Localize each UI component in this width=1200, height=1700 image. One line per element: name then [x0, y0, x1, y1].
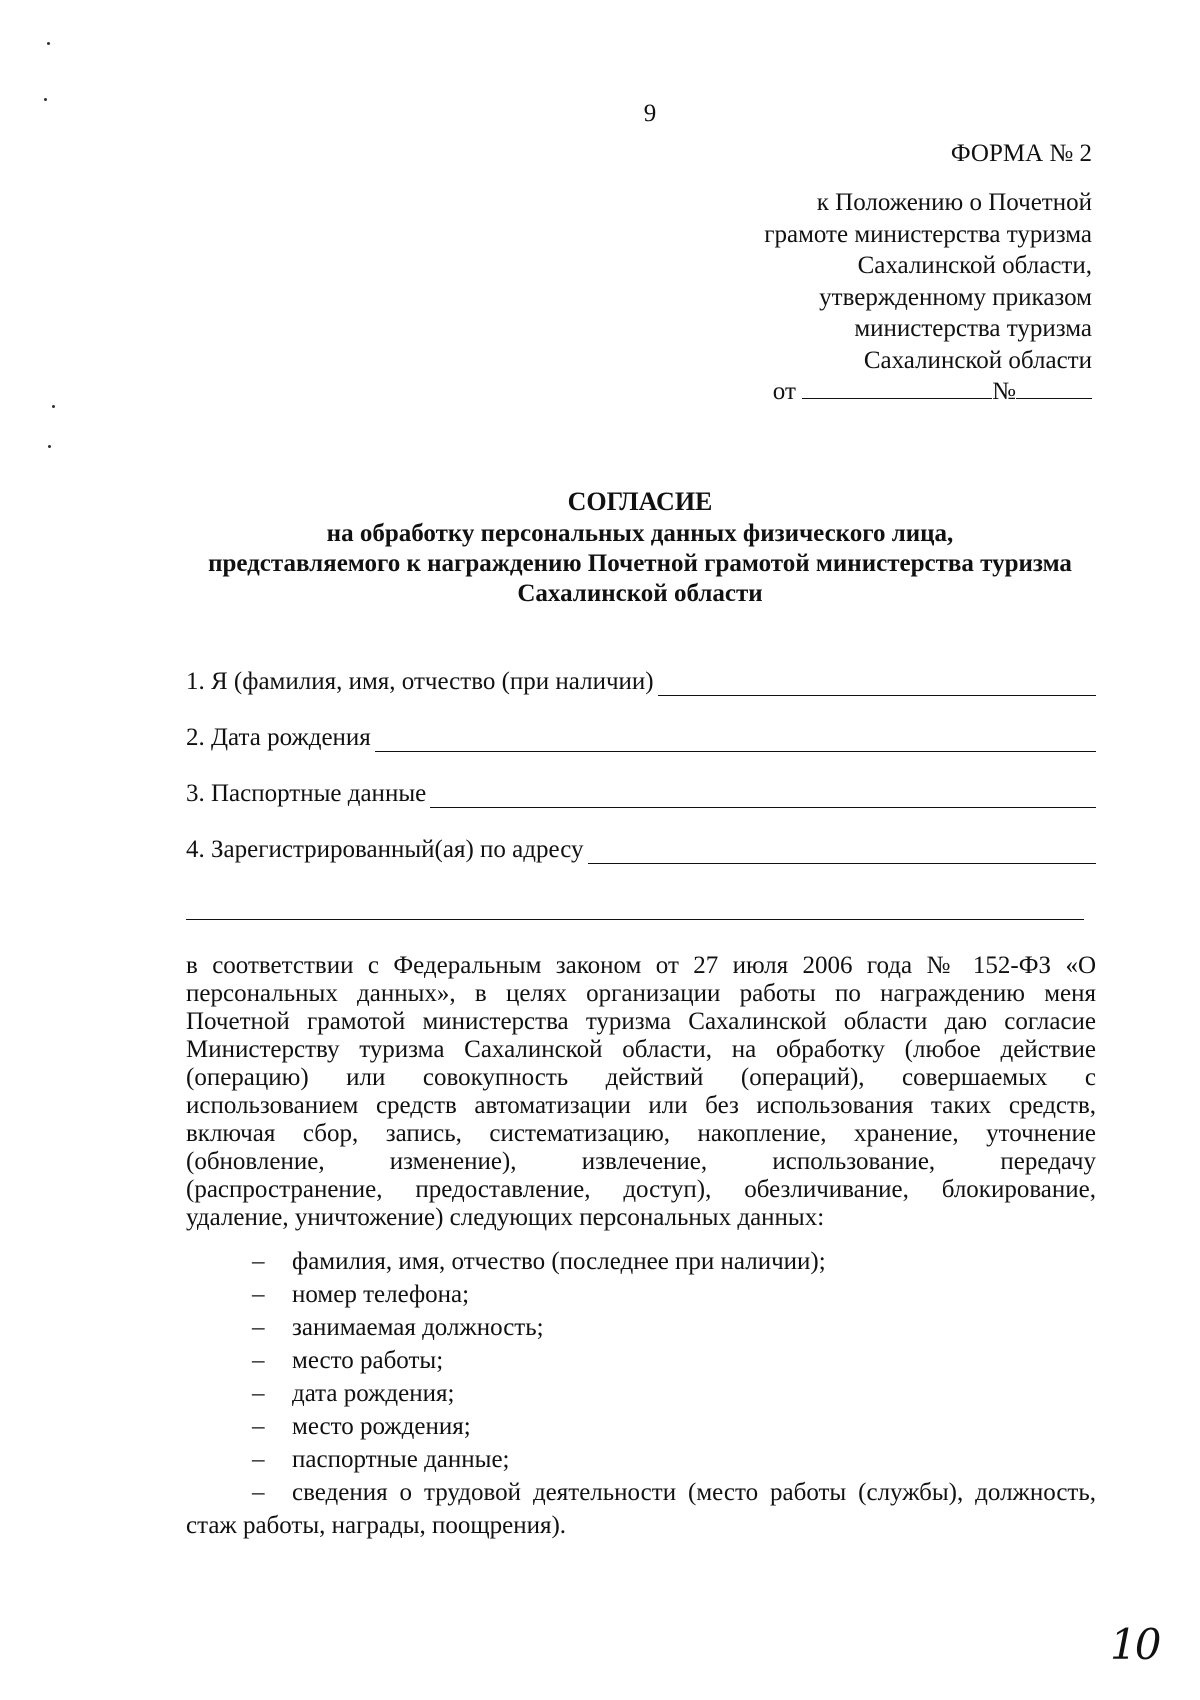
body-line: Министерству туризма Сахалинской области, на обработку (любое действие	[186, 1036, 1096, 1063]
list-item: – дата рождения;	[186, 1377, 1096, 1410]
body-line: включая сбор, запись, систематизацию, накопление, хранение, уточнение	[186, 1120, 1096, 1147]
field-passport	[186, 778, 1096, 808]
list-item: – фамилия, имя, отчество (последнее при наличии);	[186, 1245, 1096, 1278]
body-line: персональных данных», в целях организации работы по награждению меня	[186, 980, 1096, 1007]
dash-bullet	[186, 1377, 292, 1410]
annex-line: Сахалинской области,	[857, 252, 1092, 279]
annex-line: к Положению о Почетной	[816, 189, 1092, 216]
full-name-input-line[interactable]	[658, 671, 1096, 696]
annex-line: утвержденному приказом	[819, 283, 1092, 311]
scan-speck	[52, 405, 55, 408]
list-item: – сведения о трудовой деятельности (место работы (службы), должность,	[186, 1476, 1096, 1509]
body-line: Почетной грамотой министерства туризма Сахалинской области даю согласие	[186, 1008, 1096, 1035]
dash-bullet	[186, 1443, 292, 1476]
scan-speck	[44, 98, 47, 101]
field-birth-date	[186, 722, 1096, 752]
handwritten-page-number: 10	[1110, 1620, 1160, 1669]
field-label: 2. Дата рождения	[186, 724, 371, 751]
dash-bullet	[186, 1245, 292, 1278]
body-line: (операцию) или совокупность действий (операций), совершаемых с	[186, 1064, 1096, 1091]
scan-speck	[48, 445, 51, 448]
annex-number-blank[interactable]	[1016, 376, 1092, 399]
list-item-continuation: стаж работы, награды, поощрения).	[186, 1512, 567, 1539]
annex-from-label: от	[772, 378, 796, 405]
body-line: использованием средств автоматизации или без использования таких средств,	[186, 1092, 1096, 1119]
annex-block	[532, 187, 1092, 408]
annex-line: Сахалинской области	[863, 346, 1092, 374]
title-main: СОГЛАСИЕ	[567, 487, 713, 516]
field-full-name	[186, 666, 1096, 696]
list-item: – занимаемая должность;	[186, 1311, 1096, 1344]
body-line: в соответствии с Федеральным законом от 27 июля 2006 года № 152-ФЗ «О	[186, 952, 1096, 979]
dash-bullet	[186, 1311, 292, 1344]
address-continuation-line[interactable]	[186, 919, 1084, 920]
dash-bullet	[186, 1476, 292, 1509]
title-line: представляемого к награждению Почетной грамотой министерства туризма	[208, 550, 1072, 577]
dash-bullet	[186, 1344, 292, 1377]
field-label: 4. Зарегистрированный(ая) по адресу	[186, 836, 584, 863]
title-line: Сахалинской области	[517, 580, 763, 607]
passport-input-line[interactable]	[430, 783, 1096, 808]
annex-line: министерства туризма	[854, 315, 1092, 342]
annex-date-blank[interactable]	[802, 376, 992, 399]
annex-line: грамоте министерства туризма	[764, 220, 1092, 248]
body-line: (распространение, предоставление, доступ), обезличивание, блокирование,	[186, 1176, 1096, 1203]
address-input-line[interactable]	[588, 839, 1097, 864]
list-item: – место рождения;	[186, 1410, 1096, 1443]
list-item: – номер телефона;	[186, 1278, 1096, 1311]
annex-date-number-line	[532, 376, 1092, 408]
field-label: 3. Паспортные данные	[186, 780, 427, 807]
dash-bullet	[186, 1410, 292, 1443]
document-title	[150, 487, 1130, 609]
annex-number-sign: №	[992, 378, 1016, 405]
list-item: – место работы;	[186, 1344, 1096, 1377]
title-line: на обработку персональных данных физического лица,	[326, 520, 954, 547]
page-number: 9	[643, 100, 657, 127]
body-line: (обновление, изменение), извлечение, использование, передачу	[186, 1148, 1096, 1175]
birth-date-input-line[interactable]	[375, 727, 1096, 752]
body-line: удаление, уничтожение) следующих персональных данных:	[186, 1204, 825, 1231]
field-label: 1. Я (фамилия, имя, отчество (при наличии)	[186, 668, 654, 695]
field-address	[186, 834, 1096, 864]
dash-bullet	[186, 1278, 292, 1311]
scan-speck	[47, 42, 50, 45]
personal-data-list	[186, 1245, 1096, 1542]
form-label: ФОРМА № 2	[950, 140, 1092, 167]
list-item: – паспортные данные;	[186, 1443, 1096, 1476]
